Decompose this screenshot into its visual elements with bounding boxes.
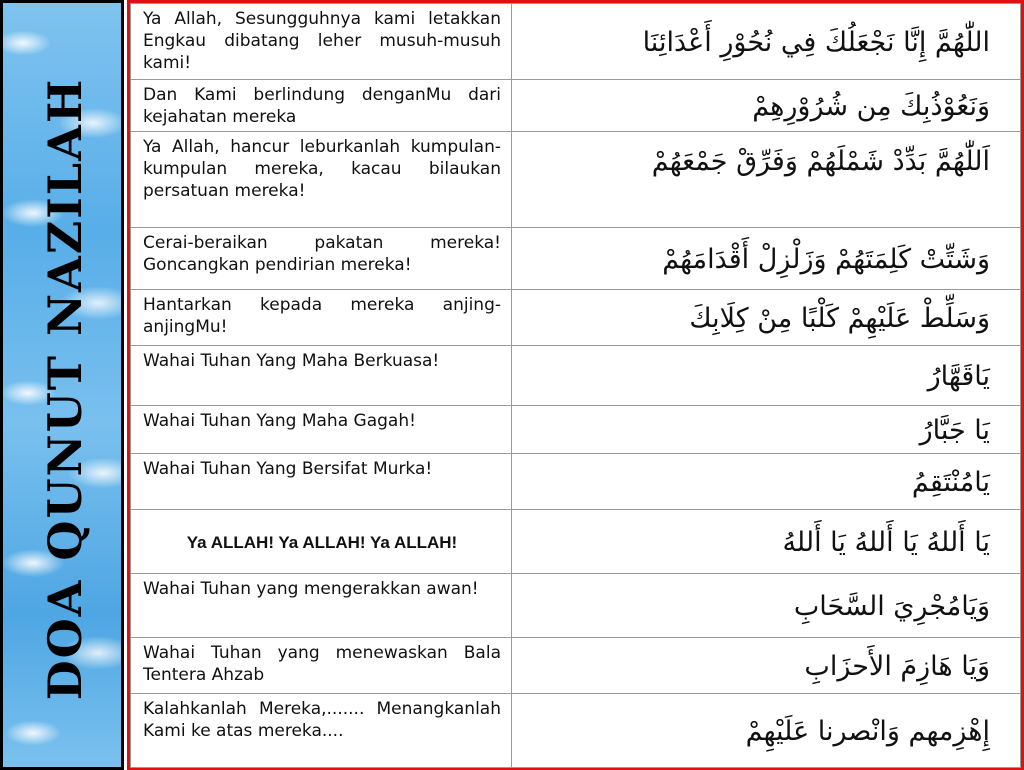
malay-text: Ya Allah, Sesungguhnya kami letakkan Engkau dibatang leher musuh-musuh kami!: [131, 4, 512, 80]
sidebar-banner: [0, 0, 124, 770]
arabic-text: وَسَلِّطْ عَلَيْهِمْ كَلْبًا مِنْ كِلَابِكَ: [512, 290, 1021, 346]
malay-text: Wahai Tuhan yang menewaskan Bala Tentera Ahzab: [131, 638, 512, 694]
malay-text: Wahai Tuhan Yang Maha Gagah!: [131, 406, 512, 454]
table-row: [131, 132, 1021, 228]
arabic-text: يَا جَبَّارُ: [512, 406, 1021, 454]
arabic-text: إِهْزِمهم وَانْصرنا عَلَيْهِمْ: [512, 694, 1021, 768]
doa-table-frame: [127, 0, 1024, 770]
arabic-text: يَامُنْتَقِمُ: [512, 454, 1021, 510]
malay-text: Kalahkanlah Mereka,....... Menangkanlah Kami ke atas mereka....: [131, 694, 512, 768]
page-title: DOA QUNUT NAZILAH: [38, 77, 92, 701]
arabic-text: يَاقَهَّارُ: [512, 346, 1021, 406]
table-row: [131, 290, 1021, 346]
table-row: [131, 454, 1021, 510]
malay-text: Ya Allah, hancur leburkanlah kumpulan-kumpulan mereka, kacau bilaukan persatuan mereka!: [131, 132, 512, 228]
arabic-text: وَشَتِّتْ كَلِمَتَهُمْ وَزَلْزِلْ أَقْدَامَهُمْ: [512, 228, 1021, 290]
arabic-text: وَيَامُجْرِيَ السَّحَابِ: [512, 574, 1021, 638]
arabic-text: يَا أَللهُ يَا أَللهُ يَا أَللهُ: [512, 510, 1021, 574]
arabic-text: اَللّٰهُمَّ بَدِّدْ شَمْلَهُمْ وَفَرِّقْ جَمْعَهُمْ: [512, 132, 1021, 228]
table-row: [131, 694, 1021, 768]
table-row: [131, 80, 1021, 132]
malay-text: Dan Kami berlindung denganMu dari kejahatan mereka: [131, 80, 512, 132]
table-row: [131, 4, 1021, 80]
table-row: [131, 510, 1021, 574]
arabic-text: وَيَا هَازِمَ الأَحزَابِ: [512, 638, 1021, 694]
malay-text: Cerai-beraikan pakatan mereka! Goncangkan pendirian mereka!: [131, 228, 512, 290]
table-row: [131, 574, 1021, 638]
table-row: [131, 228, 1021, 290]
malay-text: Wahai Tuhan Yang Maha Berkuasa!: [131, 346, 512, 406]
malay-text: Hantarkan kepada mereka anjing-anjingMu!: [131, 290, 512, 346]
doa-table: [130, 3, 1021, 768]
table-row: [131, 638, 1021, 694]
arabic-text: وَنَعُوْذُبِكَ مِن شُرُوْرِهِمْ: [512, 80, 1021, 132]
malay-text: Wahai Tuhan yang mengerakkan awan!: [131, 574, 512, 638]
table-row: [131, 346, 1021, 406]
table-row: [131, 406, 1021, 454]
malay-text: Wahai Tuhan Yang Bersifat Murka!: [131, 454, 512, 510]
malay-text: Ya ALLAH! Ya ALLAH! Ya ALLAH!: [131, 510, 512, 574]
arabic-text: اللّٰهُمَّ إِنَّا نَجْعَلُكَ فِي نُحُوْرِ أَعْدَائِنَا: [512, 4, 1021, 80]
